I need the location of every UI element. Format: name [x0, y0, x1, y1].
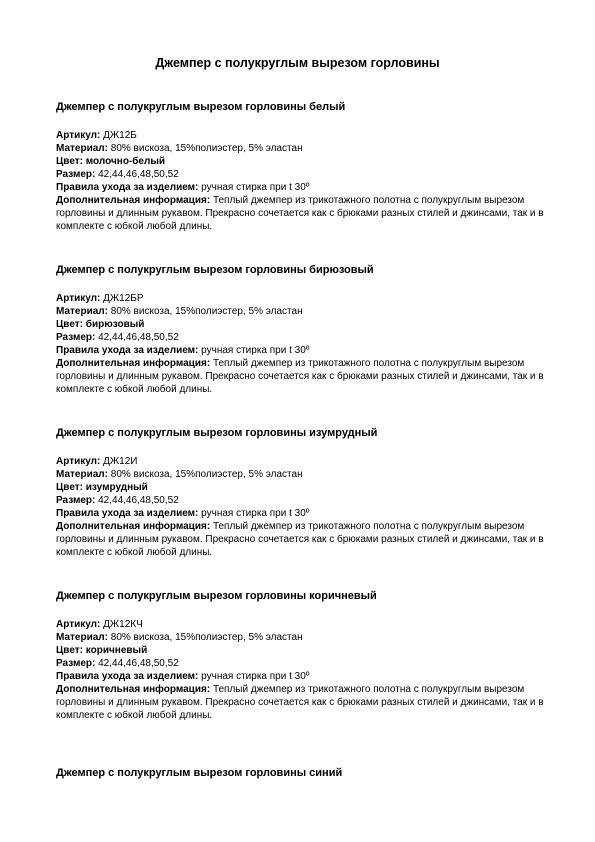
product-block-white: [56, 101, 546, 233]
size-value: 42,44,46,48,50,52: [98, 658, 179, 669]
info-value: Теплый джемпер из трикотажного полотна с полукруглым вырезом горловины и длинным рукавом. Прекрасно сочетается как с брюками разных стилей и джинсами, так и в комплекте с юбкой любой длины.: [56, 521, 544, 558]
care-line: [56, 181, 546, 194]
product-heading: Джемпер с полукруглым вырезом горловины белый: [56, 101, 346, 113]
care-value: ручная стирка при t 30º: [201, 508, 310, 519]
product-heading: Джемпер с полукруглым вырезом горловины коричневый: [56, 590, 377, 602]
care-value: ручная стирка при t 30º: [201, 345, 310, 356]
article-label: Артикул:: [56, 293, 101, 304]
material-line: [56, 305, 546, 318]
article-label: Артикул:: [56, 130, 101, 141]
article-line: [56, 292, 546, 305]
color-value: коричневый: [85, 645, 148, 656]
material-value: 80% вискоза, 15%полиэстер, 5% эластан: [110, 632, 303, 643]
material-value: 80% вискоза, 15%полиэстер, 5% эластан: [110, 469, 303, 480]
product-heading: Джемпер с полукруглым вырезом горловины изумрудный: [56, 427, 378, 439]
article-value: ДЖ12Б: [103, 130, 137, 141]
size-label: Размер:: [56, 495, 96, 506]
color-value: бирюзовый: [85, 319, 145, 330]
material-label: Материал:: [56, 469, 108, 480]
size-label: Размер:: [56, 332, 96, 343]
size-line: [56, 494, 546, 507]
care-label: Правила ухода за изделием:: [56, 182, 199, 193]
product-heading: Джемпер с полукруглым вырезом горловины бирюзовый: [56, 264, 374, 276]
color-line: [56, 644, 546, 657]
color-label: Цвет:: [56, 482, 83, 493]
size-line: [56, 168, 546, 181]
material-value: 80% вискоза, 15%полиэстер, 5% эластан: [110, 143, 303, 154]
material-line: [56, 631, 546, 644]
info-label: Дополнительная информация:: [56, 195, 211, 206]
material-label: Материал:: [56, 143, 108, 154]
product-block-emerald: [56, 427, 546, 559]
info-value: Теплый джемпер из трикотажного полотна с полукруглым вырезом горловины и длинным рукавом. Прекрасно сочетается как с брюками разных стилей и джинсами, так и в комплекте с юбкой любой длины.: [56, 684, 544, 721]
size-line: [56, 657, 546, 670]
info-label: Дополнительная информация:: [56, 521, 211, 532]
product-block-blue: [56, 767, 546, 795]
care-label: Правила ухода за изделием:: [56, 671, 199, 682]
article-value: ДЖ12БР: [103, 293, 144, 304]
product-heading: Джемпер с полукруглым вырезом горловины синий: [56, 767, 343, 779]
material-value: 80% вискоза, 15%полиэстер, 5% эластан: [110, 306, 303, 317]
color-label: Цвет:: [56, 156, 83, 167]
size-label: Размер:: [56, 169, 96, 180]
info-paragraph: [56, 683, 544, 722]
care-label: Правила ухода за изделием:: [56, 508, 199, 519]
material-label: Материал:: [56, 632, 108, 643]
article-line: [56, 129, 546, 142]
product-block-turquoise: [56, 264, 546, 396]
page-title: Джемпер с полукруглым вырезом горловины: [155, 56, 440, 70]
care-line: [56, 670, 546, 683]
info-paragraph: [56, 520, 544, 559]
color-line: [56, 318, 546, 331]
info-label: Дополнительная информация:: [56, 358, 211, 369]
care-label: Правила ухода за изделием:: [56, 345, 199, 356]
color-line: [56, 481, 546, 494]
info-value: Теплый джемпер из трикотажного полотна с полукруглым вырезом горловины и длинным рукавом. Прекрасно сочетается как с брюками разных стилей и джинсами, так и в комплекте с юбкой любой длины.: [56, 195, 544, 232]
article-label: Артикул:: [56, 456, 101, 467]
care-value: ручная стирка при t 30º: [201, 182, 310, 193]
info-value: Теплый джемпер из трикотажного полотна с полукруглым вырезом горловины и длинным рукавом. Прекрасно сочетается как с брюками разных стилей и джинсами, так и в комплекте с юбкой любой длины.: [56, 358, 544, 395]
size-value: 42,44,46,48,50,52: [98, 332, 179, 343]
color-label: Цвет:: [56, 319, 83, 330]
info-label: Дополнительная информация:: [56, 684, 211, 695]
size-value: 42,44,46,48,50,52: [98, 495, 179, 506]
article-line: [56, 618, 546, 631]
article-line: [56, 455, 546, 468]
color-label: Цвет:: [56, 645, 83, 656]
material-line: [56, 468, 546, 481]
size-label: Размер:: [56, 658, 96, 669]
care-line: [56, 507, 546, 520]
info-paragraph: [56, 357, 544, 396]
info-paragraph: [56, 194, 544, 233]
article-label: Артикул:: [56, 619, 101, 630]
material-line: [56, 142, 546, 155]
care-value: ручная стирка при t 30º: [201, 671, 310, 682]
color-value: молочно-белый: [85, 156, 166, 167]
article-value: ДЖ12И: [103, 456, 138, 467]
color-line: [56, 155, 546, 168]
size-line: [56, 331, 546, 344]
color-value: изумрудный: [85, 482, 148, 493]
care-line: [56, 344, 546, 357]
product-block-brown: [56, 590, 546, 722]
material-label: Материал:: [56, 306, 108, 317]
size-value: 42,44,46,48,50,52: [98, 169, 179, 180]
article-value: ДЖ12КЧ: [103, 619, 143, 630]
